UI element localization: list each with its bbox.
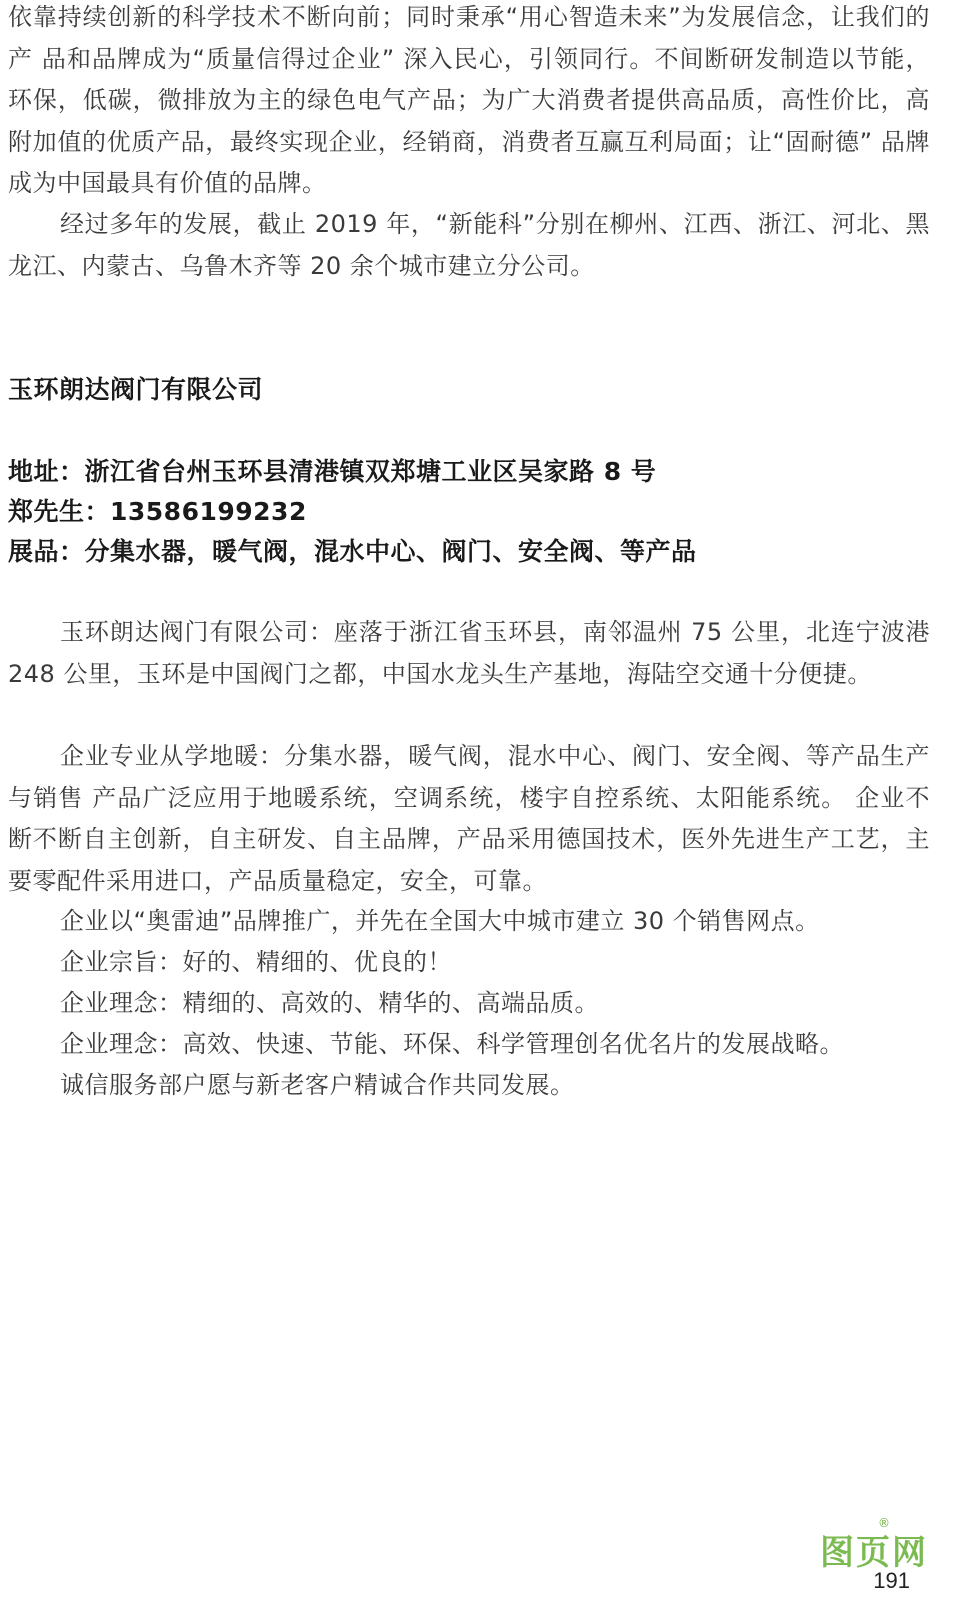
registered-mark: ® <box>878 1516 890 1530</box>
description-paragraph-5: 企业理念：精细的、高效的、精华的、高端品质。 <box>60 989 599 1017</box>
description-paragraph-2: 企业专业从学地暖：分集水器，暖气阀，混水中心、阀门、安全阀、等产品生产与销售 产品广泛应用于地暖系统，空调系统，楼宇自控系统、太阳能系统。 企业不断不断自主创新，自主研发、自主品牌，产品采用德国技术，医外先进生产工艺，主要零配件采用进口，产品质量稳定，安全，可靠。 <box>8 742 930 895</box>
intro-paragraph-1: 依靠持续创新的科学技术不断向前；同时秉承“用心智造未来”为发展信念，让我们的产 品和品牌成为“质量信得过企业” 深入民心，引领同行。不间断研发制造以节能，环保，低碳，微排放为主的绿色电气产品；为广大消费者提供高品质，高性价比，高附加值的优质产品，最终实现企业，经销商，消费者互赢互利局面；让“固耐德” 品牌成为中国最具有价值的品牌。 <box>8 3 930 197</box>
intro-paragraph-2: 经过多年的发展，截止 2019 年，“新能科”分别在柳州、江西、浙江、河北、黑龙江、内蒙古、乌鲁木齐等 20 余个城市建立分公司。 <box>8 210 930 280</box>
company-products: 展品：分集水器，暖气阀，混水中心、阀门、安全阀、等产品 <box>8 537 697 566</box>
company-contact: 郑先生：13586199232 <box>8 497 307 526</box>
description-paragraph-7: 诚信服务部户愿与新老客户精诚合作共同发展。 <box>60 1071 575 1099</box>
watermark-logo: 图页网 <box>820 1533 928 1573</box>
page-number: 191 <box>873 1568 910 1593</box>
company-address: 地址：浙江省台州玉环县清港镇双郑塘工业区吴家路 8 号 <box>8 457 657 486</box>
description-paragraph-3: 企业以“奥雷迪”品牌推广，并先在全国大中城市建立 30 个销售网点。 <box>60 907 820 935</box>
description-paragraph-1: 玉环朗达阀门有限公司：座落于浙江省玉环县，南邻温州 75 公里，北连宁波港 248 公里，玉环是中国阀门之都，中国水龙头生产基地，海陆空交通十分便捷。 <box>8 618 930 688</box>
description-paragraph-6: 企业理念：高效、快速、节能、环保、科学管理创名优名片的发展战略。 <box>60 1030 844 1058</box>
company-name-heading: 玉环朗达阀门有限公司 <box>8 375 264 404</box>
description-paragraph-4: 企业宗旨：好的、精细的、优良的！ <box>60 948 452 976</box>
